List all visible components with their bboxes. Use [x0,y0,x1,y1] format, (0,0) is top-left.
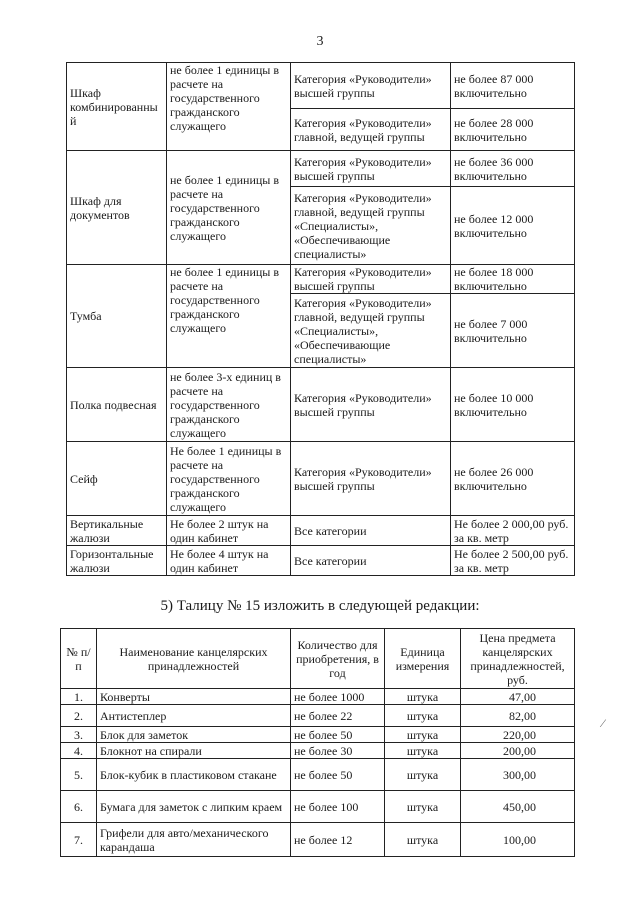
price-limit: не более 7 000 включительно [451,294,575,368]
header-name: Наименование канцелярских принадлежностей [97,629,291,689]
item-price: 300,00 [461,759,575,791]
table-row [67,151,575,187]
furniture-price-table [66,62,575,576]
price-limit: не более 26 000 включительно [451,442,575,516]
item-name: Блок-кубик в пластиковом стакане [97,759,291,791]
row-number: 3. [61,727,97,743]
header-quantity: Количество для приобретения, в год [291,629,385,689]
price-limit: не более 36 000 включительно [451,151,575,187]
header-unit: Единица измерения [385,629,461,689]
price-limit: не более 87 000 включительно [451,63,575,109]
table-row [61,759,575,791]
table-row [61,727,575,743]
item-unit: штука [385,727,461,743]
employee-category: Все категории [291,546,451,576]
header-price: Цена предмета канцелярских принадлежностей, руб. [461,629,575,689]
item-price: 100,00 [461,823,575,857]
row-number: 2. [61,705,97,727]
row-number: 4. [61,743,97,759]
employee-category: Категория «Руководители» высшей группы [291,265,451,294]
furniture-quantity-norm: Не более 1 единицы в расчете на государственного гражданского служащего [167,442,291,516]
table-row [67,442,575,516]
item-name: Антистеплер [97,705,291,727]
table-row [61,743,575,759]
table-row [67,63,575,109]
furniture-quantity-norm: не более 1 единицы в расчете на государственного гражданского служащего [167,151,291,265]
item-name: Грифели для авто/механического карандаша [97,823,291,857]
furniture-item-name: Шкаф для документов [67,151,167,265]
item-quantity: не более 22 [291,705,385,727]
furniture-item-name: Тумба [67,265,167,368]
stationery-table [60,628,575,857]
employee-category: Категория «Руководители» высшей группы [291,368,451,442]
section-heading: 5) Талицу № 15 изложить в следующей редакции: [160,598,480,614]
furniture-quantity-norm: не более 1 единицы в расчете на государственного гражданского служащего [167,265,291,368]
page-number: 3 [316,34,324,49]
employee-category: Все категории [291,516,451,546]
item-price: 47,00 [461,689,575,705]
furniture-item-name: Полка подвесная [67,368,167,442]
furniture-item-name: Шкаф комбинированный [67,63,167,151]
row-number: 7. [61,823,97,857]
table-row [67,516,575,546]
item-quantity: не более 30 [291,743,385,759]
table-row [67,265,575,294]
furniture-item-name: Горизонтальные жалюзи [67,546,167,576]
price-limit: не более 10 000 включительно [451,368,575,442]
furniture-quantity-norm: не более 3-х единиц в расчете на государственного гражданского служащего [167,368,291,442]
row-number: 1. [61,689,97,705]
employee-category: Категория «Руководители» главной, ведущей группы [291,109,451,151]
item-quantity: не более 50 [291,759,385,791]
furniture-item-name: Сейф [67,442,167,516]
employee-category: Категория «Руководители» высшей группы [291,63,451,109]
item-unit: штука [385,759,461,791]
item-quantity: не более 100 [291,791,385,823]
table-row [67,368,575,442]
table-row [61,705,575,727]
employee-category: Категория «Руководители» главной, ведущей группы «Специалисты», «Обеспечивающие специалисты» [291,294,451,368]
table-row [61,689,575,705]
item-name: Блокнот на спирали [97,743,291,759]
employee-category: Категория «Руководители» главной, ведущей группы «Специалисты», «Обеспечивающие специалисты» [291,187,451,265]
item-name: Блок для заметок [97,727,291,743]
table-row [61,791,575,823]
item-price: 200,00 [461,743,575,759]
item-unit: штука [385,743,461,759]
employee-category: Категория «Руководители» высшей группы [291,151,451,187]
stray-mark: ⁄ [602,716,605,730]
item-unit: штука [385,689,461,705]
item-quantity: не более 50 [291,727,385,743]
furniture-quantity-norm: Не более 4 штук на один кабинет [167,546,291,576]
table-header-row [61,629,575,689]
item-name: Конверты [97,689,291,705]
price-limit: не более 28 000 включительно [451,109,575,151]
item-unit: штука [385,823,461,857]
price-limit: Не более 2 000,00 руб. за кв. метр [451,516,575,546]
item-price: 82,00 [461,705,575,727]
item-quantity: не более 1000 [291,689,385,705]
price-limit: Не более 2 500,00 руб. за кв. метр [451,546,575,576]
item-name: Бумага для заметок с липким краем [97,791,291,823]
row-number: 6. [61,791,97,823]
table-row [61,823,575,857]
price-limit: не более 18 000 включительно [451,265,575,294]
item-quantity: не более 12 [291,823,385,857]
furniture-quantity-norm: не более 1 единицы в расчете на государственного гражданского служащего [167,63,291,151]
item-price: 220,00 [461,727,575,743]
furniture-quantity-norm: Не более 2 штук на один кабинет [167,516,291,546]
furniture-item-name: Вертикальные жалюзи [67,516,167,546]
item-unit: штука [385,705,461,727]
employee-category: Категория «Руководители» высшей группы [291,442,451,516]
row-number: 5. [61,759,97,791]
price-limit: не более 12 000 включительно [451,187,575,265]
item-unit: штука [385,791,461,823]
item-price: 450,00 [461,791,575,823]
header-number: № п/п [61,629,97,689]
table-row [67,546,575,576]
